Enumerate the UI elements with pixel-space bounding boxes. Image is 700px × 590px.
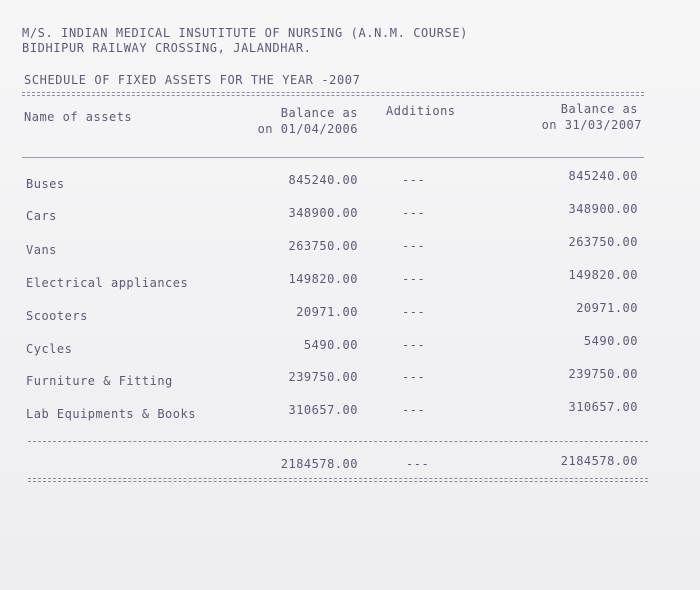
- col-header-opening-line2: on 01/04/2006: [257, 122, 358, 136]
- row-additions: ---: [402, 173, 426, 187]
- row-closing: 310657.00: [568, 400, 638, 414]
- row-opening: 20971.00: [296, 305, 358, 319]
- institution-address: BIDHIPUR RAILWAY CROSSING, JALANDHAR.: [22, 41, 312, 55]
- row-additions: ---: [402, 206, 426, 220]
- row-closing: 263750.00: [568, 235, 638, 249]
- row-name: Cycles: [26, 342, 73, 356]
- row-closing: 239750.00: [568, 367, 638, 381]
- row-opening: 845240.00: [288, 173, 358, 187]
- row-name: Electrical appliances: [26, 276, 189, 290]
- row-name: Furniture & Fitting: [26, 374, 173, 388]
- col-header-closing-line2: on 31/03/2007: [541, 118, 642, 132]
- row-name: Vans: [26, 243, 57, 257]
- total-closing: 2184578.00: [560, 454, 638, 468]
- row-closing: 149820.00: [568, 268, 638, 282]
- row-closing: 20971.00: [576, 301, 638, 315]
- row-closing: 845240.00: [568, 169, 638, 183]
- row-opening: 149820.00: [288, 272, 358, 286]
- row-additions: ---: [402, 370, 426, 384]
- row-additions: ---: [402, 239, 426, 253]
- row-additions: ---: [402, 338, 426, 352]
- row-closing: 348900.00: [568, 202, 638, 216]
- title-rule-top: [22, 92, 644, 93]
- title-rule-bottom: [22, 95, 644, 96]
- institution-name: M/S. INDIAN MEDICAL INSUTITUTE OF NURSING (A.N.M. COURSE): [22, 26, 469, 40]
- total-opening: 2184578.00: [280, 457, 358, 471]
- row-opening: 5490.00: [303, 338, 358, 352]
- header-rule: [22, 157, 644, 158]
- row-name: Scooters: [26, 309, 88, 323]
- total-rule-bottom-2: [28, 481, 648, 482]
- row-name: Lab Equipments & Books: [26, 407, 196, 421]
- total-additions: ---: [406, 457, 430, 471]
- row-opening: 310657.00: [288, 403, 358, 417]
- row-name: Buses: [26, 177, 65, 191]
- total-rule-top: [28, 441, 648, 442]
- col-header-opening-line1: Balance as: [280, 106, 358, 120]
- row-opening: 263750.00: [288, 239, 358, 253]
- row-name: Cars: [26, 209, 57, 223]
- row-additions: ---: [402, 403, 426, 417]
- col-header-closing-line1: Balance as: [560, 102, 638, 116]
- row-closing: 5490.00: [583, 334, 638, 348]
- row-opening: 348900.00: [288, 206, 358, 220]
- row-additions: ---: [402, 272, 426, 286]
- total-rule-bottom-1: [28, 478, 648, 479]
- col-header-name: Name of assets: [24, 110, 133, 124]
- col-header-additions: Additions: [386, 104, 456, 118]
- row-additions: ---: [402, 305, 426, 319]
- schedule-title: SCHEDULE OF FIXED ASSETS FOR THE YEAR -2007: [24, 73, 361, 87]
- row-opening: 239750.00: [288, 370, 358, 384]
